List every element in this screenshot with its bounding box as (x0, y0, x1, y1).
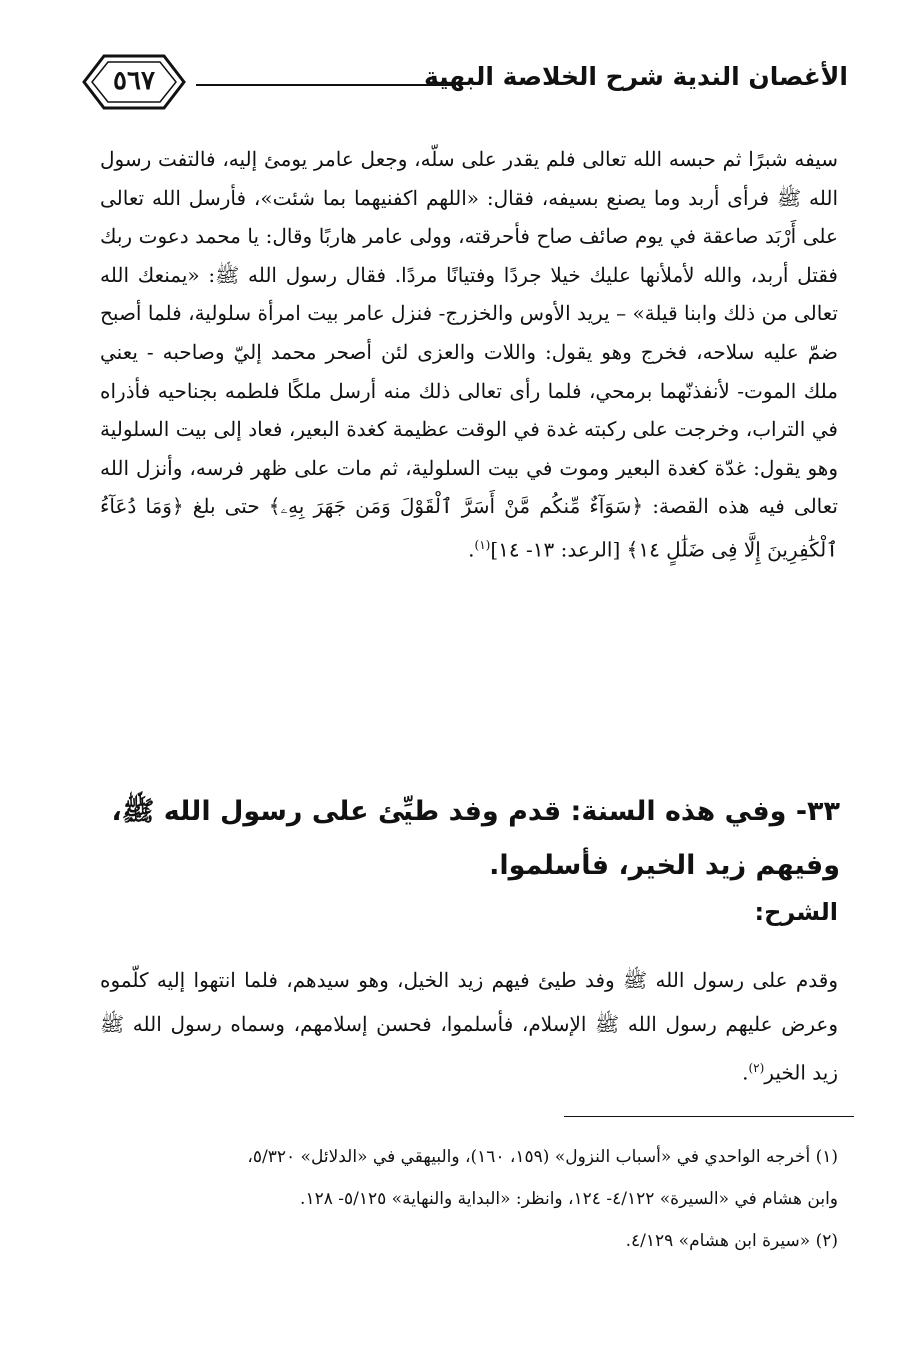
main-text (100, 140, 838, 569)
page-number-frame (78, 52, 190, 112)
sharh-text (100, 958, 838, 1095)
quran-citation: [الرعد: ١٣- ١٤] (490, 537, 621, 562)
footnote-ref-2: (٢) (748, 1061, 765, 1075)
section-heading: ٣٣- وفي هذه السنة: قدم وفد طيِّئ على رسول الله ﷺ، وفيهم زيد الخير، فأسلموا. (111, 796, 840, 881)
footnote-line: وابن هشام في «السيرة» ٤/١٢٢- ١٢٤، وانظر: «البداية والنهاية» ٥/١٢٥- ١٢٨. (300, 1189, 838, 1209)
footnote-separator (564, 1116, 854, 1117)
quran-quote: ﴿سَوَآءٌ مِّنكُم مَّنْ أَسَرَّ ٱلْقَوْلَ وَمَن جَهَرَ بِهِۦ﴾ حتى بلغ ﴿وَمَا دُعَآءُ ٱلْكَٰفِرِينَ إِلَّا فِى ضَلَٰلٍ ١٤﴾ (100, 494, 838, 562)
main-paragraph: سيفه شبرًا ثم حبسه الله تعالى فلم يقدر على سلّه، وجعل عامر يومئ إليه، فالتفت رسول الله ﷺ فرأى أربد وما يصنع بسيفه، فقال: «اللهم اكفنيهما بما شئت»، فأرسل الله تعالى على أَرْبَد صاعقة في يوم صائف صاح فأحرقته، وولى عامر هاربًا وقال: يا محمد دعوت ربك فقتل أربد، والله لأملأنها عليك خيلا جردًا وفتيانًا مردًا. فقال رسول الله ﷺ: «يمنعك الله تعالى من ذلك وابنا قيلة» – يريد الأوس والخزرج- فنزل عامر بيت امرأة سلولية، فلما أصبح ضمّ عليه سلاحه، فخرج وهو يقول: واللات والعزى لئن أصحر محمد إليّ وصاحبه - يعني ملك الموت- لأنفذنّهما برمحي، فلما رأى تعالى ذلك منه أرسل ملكًا فلطمه بجناحيه فأذراه في التراب، وخرجت على ركبته غدة في الوقت عظيمة كغدة البعير، فعاد إلى بيت السلولية وهو يقول: غدّة كغدة البعير وموت في بيت السلولية، ثم مات على ظهر فرسه، وأنزل الله تعالى فيه هذه القصة: ﴿سَوَآءٌ مِّنكُم مَّنْ أَسَرَّ ٱلْقَوْلَ وَمَن جَهَرَ بِهِۦ﴾ حتى بلغ ﴿وَمَا دُعَآءُ ٱلْكَٰفِرِينَ إِلَّا فِى ضَلَٰلٍ ١٤﴾ [الرعد: ١٣- ١٤]$^{(١)}$. (100, 147, 839, 562)
sharh-label: الشرح: (754, 898, 838, 926)
footnote-line: (٢) «سيرة ابن هشام» ٤/١٢٩. (625, 1231, 838, 1251)
footnote-ref-1: (١) (474, 537, 491, 552)
footnote-line: (١) أخرجه الواحدي في «أسباب النزول» (١٥٩، ١٦٠)، والبيهقي في «الدلائل» ٥/٣٢٠، (247, 1147, 838, 1167)
paragraph-text: سيفه شبرًا ثم حبسه الله تعالى فلم يقدر على سلّه، وجعل عامر يومئ إليه، فالتفت رسول الله ﷺ فرأى أربد وما يصنع بسيفه، فقال: «اللهم اكفنيهما بما شئت»، فأرسل الله تعالى على أَرْبَد صاعقة في يوم صائف صاح فأحرقته، وولى عامر هاربًا وقال: يا محمد دعوت ربك فقتل أربد، والله لأملأنها عليك خيلا جردًا وفتيانًا مردًا. فقال رسول الله ﷺ: «يمنعك الله تعالى من ذلك وابنا قيلة» – يريد الأوس والخزرج- فنزل عامر بيت امرأة سلولية، فلما أصبح ضمّ عليه سلاحه، فخرج وهو يقول: واللات والعزى لئن أصحر محمد إليّ وصاحبه - يعني ملك الموت- لأنفذنّهما برمحي، فلما رأى تعالى ذلك منه أرسل ملكًا فلطمه بجناحيه فأذراه في التراب، وخرجت على ركبته غدة في الوقت عظيمة كغدة البعير، فعاد إلى بيت السلولية وهو يقول: غدّة كغدة البعير وموت في بيت السلولية، ثم مات على ظهر فرسه، وأنزل الله تعالى فيه هذه القصة: (100, 147, 839, 519)
running-title: الأغصان الندية شرح الخلاصة البهية (423, 62, 848, 91)
page-header (78, 52, 848, 114)
header-rule (196, 84, 456, 86)
footnotes (98, 1136, 838, 1262)
sharh-paragraph-text: وقدم على رسول الله ﷺ وفد طيئ فيهم زيد الخيل، وهو سيدهم، فلما انتهوا إليه كلّموه وعرض عليهم رسول الله ﷺ الإسلام، فأسلموا، فحسن إسلامهم، وسماه رسول الله ﷺ زيد الخير (100, 968, 838, 1085)
sharh-paragraph: وقدم على رسول الله ﷺ وفد طيئ فيهم زيد الخيل، وهو سيدهم، فلما انتهوا إليه كلّموه وعرض عليهم رسول الله ﷺ الإسلام، فأسلموا، فحسن إسلامهم، وسماه رسول الله ﷺ زيد الخير$^{(٢)}$. (100, 968, 838, 1085)
page-number: ٥٦٧ (113, 66, 155, 96)
